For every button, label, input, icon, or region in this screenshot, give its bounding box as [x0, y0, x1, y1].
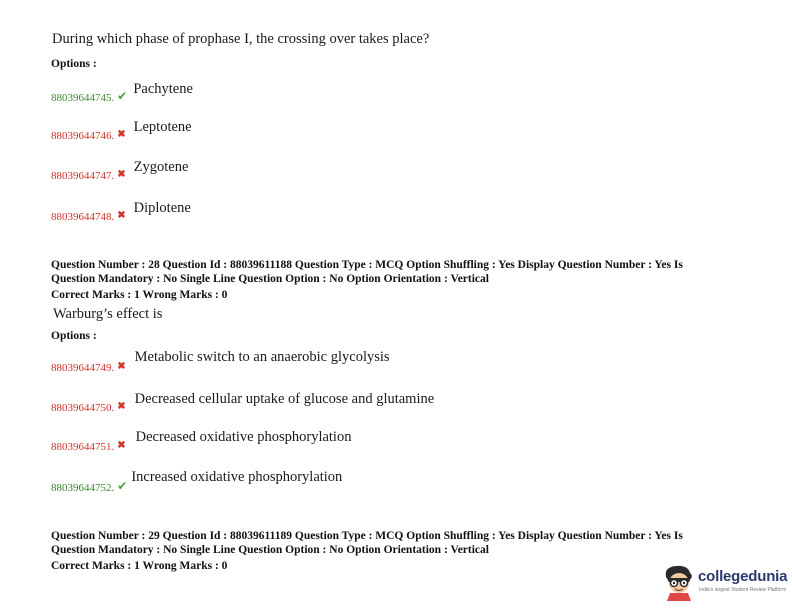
- options-label: Options :: [51, 330, 97, 342]
- option-text: Decreased cellular uptake of glucose and glutamine: [134, 391, 435, 407]
- option-id: 88039644749.: [51, 362, 115, 374]
- option-id: 88039644750.: [51, 402, 115, 414]
- options-label: Options :: [51, 58, 97, 70]
- option-id: 88039644746.: [51, 130, 115, 142]
- option-id: 88039644748.: [51, 211, 115, 223]
- question-meta-line: Question Number : 28 Question Id : 88039611188 Question Type : MCQ Option Shuffling : Yes Display Question Number : Yes Is: [51, 259, 683, 271]
- option-row: [51, 390, 435, 414]
- option-text: Metabolic switch to an anaerobic glycolysis: [134, 349, 390, 365]
- logo-name: collegedunia: [698, 568, 788, 585]
- logo-tagline: India's largest Student Review Platform: [699, 587, 787, 593]
- option-id: 88039644745.: [51, 92, 115, 104]
- option-text: Leptotene: [133, 119, 192, 135]
- collegedunia-logo: [662, 563, 786, 601]
- option-text: Diplotene: [133, 200, 191, 216]
- option-id: 88039644747.: [51, 170, 115, 182]
- question-meta-line: Question Mandatory : No Single Line Question Option : No Option Orientation : Vertical: [51, 544, 489, 556]
- check-icon: ✔: [117, 479, 128, 493]
- option-id: 88039644751.: [51, 441, 115, 453]
- cross-icon: ✖: [117, 440, 126, 451]
- question-meta-line: Question Number : 29 Question Id : 88039611189 Question Type : MCQ Option Shuffling : Yes Display Question Number : Yes Is: [51, 530, 683, 542]
- option-row: [51, 428, 352, 453]
- option-text: Decreased oxidative phosphorylation: [135, 429, 352, 445]
- check-icon: ✔: [117, 89, 128, 103]
- question-text: Warburg’s effect is: [53, 306, 163, 322]
- option-row: [51, 118, 192, 142]
- cross-icon: ✖: [117, 210, 126, 221]
- option-text: Increased oxidative phosphorylation: [131, 469, 343, 485]
- cross-icon: ✖: [117, 129, 126, 140]
- option-id: 88039644752.: [51, 482, 115, 494]
- cross-icon: ✖: [117, 169, 126, 180]
- cross-icon: ✖: [117, 361, 126, 372]
- marks-line: Correct Marks : 1 Wrong Marks : 0: [51, 560, 228, 572]
- question-text: During which phase of prophase I, the crossing over takes place?: [52, 31, 430, 47]
- marks-line: Correct Marks : 1 Wrong Marks : 0: [51, 289, 228, 301]
- option-row: [51, 348, 390, 374]
- option-row: [51, 158, 189, 182]
- option-text: Pachytene: [133, 81, 193, 97]
- option-row: [51, 468, 343, 494]
- option-text: Zygotene: [133, 159, 189, 175]
- question-meta-line: Question Mandatory : No Single Line Question Option : No Option Orientation : Vertical: [51, 273, 489, 285]
- mascot-icon: [662, 563, 696, 601]
- cross-icon: ✖: [117, 401, 126, 412]
- option-row: [51, 199, 191, 223]
- option-row: [51, 80, 193, 104]
